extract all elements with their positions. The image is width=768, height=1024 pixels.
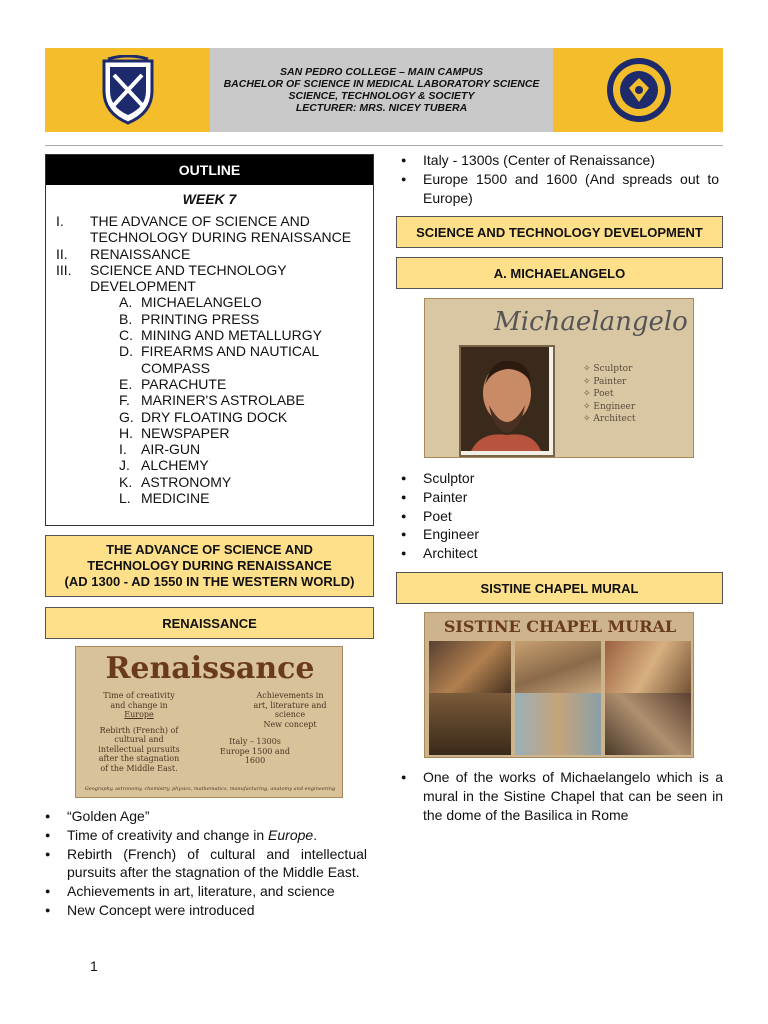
outline-sub-f: F. MARINER'S ASTROLABE <box>119 392 305 409</box>
list-item: ● Time of creativity and change in Europe. <box>45 826 367 845</box>
slide-left-6: intellectual pursuits <box>98 744 180 754</box>
michaelangelo-section-bar: A. MICHAELANGELO <box>396 257 723 289</box>
header-divider <box>45 145 723 146</box>
slide-left-7: after the stagnation <box>98 754 180 763</box>
page-number: 1 <box>90 958 98 974</box>
list-item: ● Rebirth (French) of cultural and intellectual pursuits after the stagnation of the Middle East. <box>45 845 367 883</box>
outline-sub-g: G. DRY FLOATING DOCK <box>119 408 288 425</box>
college-crest-logo <box>98 55 158 127</box>
outline-item-2: II. RENAISSANCE <box>56 245 191 262</box>
outline-item-1: I. THE ADVANCE OF SCIENCE AND <box>56 213 310 229</box>
advance-bar-line1: THE ADVANCE OF SCIENCE AND <box>106 542 313 557</box>
renaissance-bullets <box>45 807 367 920</box>
slide-left-4: Rebirth (French) of <box>99 725 179 735</box>
outline-sub-d-cont: COMPASS <box>141 359 210 376</box>
sistine-bullets <box>401 768 723 824</box>
slide-right-1: Achievements in <box>256 691 324 700</box>
list-item: ● Engineer <box>401 525 601 544</box>
slide-left-5: cultural and <box>114 735 164 744</box>
slide-left-1: Time of creativity <box>103 691 175 700</box>
outline-sub-l: L. MEDICINE <box>119 490 210 507</box>
list-item: ● Europe 1500 and 1600 (And spreads out to Europe) <box>401 170 719 208</box>
outline-sub-d: D. FIREARMS AND NAUTICAL <box>119 343 320 360</box>
renaissance-section-bar: RENAISSANCE <box>45 607 374 639</box>
outline-sub-c: C. MINING AND METALLURGY <box>119 327 322 344</box>
outline-sub-a: A. MICHAELANGELO <box>119 294 262 311</box>
slide-right-4: New concept <box>263 719 317 729</box>
sci-tech-section-bar: SCIENCE AND TECHNOLOGY DEVELOPMENT <box>396 216 723 248</box>
outline-box <box>45 154 374 526</box>
michaelangelo-role-2: ✧ Painter <box>583 376 627 387</box>
slide-left-2: and change in <box>110 700 168 710</box>
header-line-lecturer: LECTURER: MRS. NICEY TUBERA <box>295 102 468 114</box>
slide-left-3: Europe <box>124 710 154 719</box>
list-item: ● Italy - 1300s (Center of Renaissance) <box>401 151 719 170</box>
list-item: ● Sculptor <box>401 469 601 488</box>
outline-sub-b: B. PRINTING PRESS <box>119 310 260 327</box>
list-item: ● Poet <box>401 507 601 526</box>
sistine-photo-3 <box>605 641 691 701</box>
intro-bullets <box>401 151 719 207</box>
outline-sub-e: E. PARACHUTE <box>119 375 227 392</box>
outline-sub-k: K. ASTRONOMY <box>119 473 232 490</box>
outline-item-1-cont: TECHNOLOGY DURING RENAISSANCE <box>90 229 352 246</box>
slide-right-3: science <box>274 710 306 719</box>
michaelangelo-portrait <box>459 345 555 457</box>
list-item: ● Achievements in art, literature, and science <box>45 882 367 901</box>
list-item: ● Painter <box>401 488 601 507</box>
sistine-photo-2 <box>515 641 601 701</box>
outline-sub-i: I. AIR-GUN <box>119 441 201 458</box>
outline-title: OUTLINE <box>46 155 373 185</box>
sistine-photo-5 <box>515 693 601 755</box>
michaelangelo-role-4: ✧ Engineer <box>583 401 636 412</box>
list-item: ● New Concept were introduced <box>45 901 367 920</box>
header-line-program: BACHELOR OF SCIENCE IN MEDICAL LABORATORY SCIENCE <box>223 78 540 90</box>
slide-right-2: art, literature and <box>253 700 327 710</box>
advance-bar-line3: (AD 1300 - AD 1550 IN THE WESTERN WORLD) <box>64 574 355 589</box>
list-item: ● Architect <box>401 544 601 563</box>
outline-sub-j: J. ALCHEMY <box>119 457 209 474</box>
header-line-college: SAN PEDRO COLLEGE – MAIN CAMPUS <box>279 66 484 78</box>
header-title-block <box>210 48 553 132</box>
advance-section-bar <box>45 535 374 597</box>
michaelangelo-role-1: ✧ Sculptor <box>583 364 633 374</box>
header-line-course: SCIENCE, TECHNOLOGY & SOCIETY <box>288 90 475 102</box>
outline-week: WEEK 7 <box>182 191 237 207</box>
slide-mid-3: 1600 <box>244 756 266 765</box>
michaelangelo-bullets <box>401 469 601 563</box>
michaelangelo-slide-title: Michaelangelo <box>494 307 688 337</box>
list-item: ● One of the works of Michaelangelo which is a mural in the Sistine Chapel that can be seen in the dome of the Basilica in Rome <box>401 768 723 824</box>
renaissance-slide-image <box>75 646 343 798</box>
sistine-photo-4 <box>429 693 511 755</box>
slide-mid-1: Italy – 1300s <box>229 737 281 746</box>
renaissance-slide-title: Renaissance <box>105 651 315 686</box>
outline-item-3-cont: DEVELOPMENT <box>90 278 196 295</box>
medtech-seal-logo <box>605 56 673 124</box>
sistine-slide-title: SISTINE CHAPEL MURAL <box>443 617 677 636</box>
sistine-slide-image <box>424 612 694 758</box>
list-item: ● “Golden Age” <box>45 807 367 826</box>
outline-item-3: III. SCIENCE AND TECHNOLOGY <box>56 261 287 278</box>
michaelangelo-role-5: ✧ Architect <box>583 414 636 424</box>
slide-footer: Geography, astronomy, chemistry, physics, mathematics, manufacturing, anatomy and engineering <box>84 786 336 792</box>
sistine-photo-1 <box>429 641 511 701</box>
sistine-section-bar: SISTINE CHAPEL MURAL <box>396 572 723 604</box>
advance-bar-line2: TECHNOLOGY DURING RENAISSANCE <box>87 558 332 573</box>
outline-sub-h: H. NEWSPAPER <box>119 424 230 441</box>
michaelangelo-slide-image <box>424 298 694 458</box>
michaelangelo-role-3: ✧ Poet <box>583 389 614 399</box>
slide-mid-2: Europe 1500 and <box>220 746 290 756</box>
sistine-photo-6 <box>605 693 691 755</box>
slide-left-8: of the Middle East. <box>100 763 178 773</box>
